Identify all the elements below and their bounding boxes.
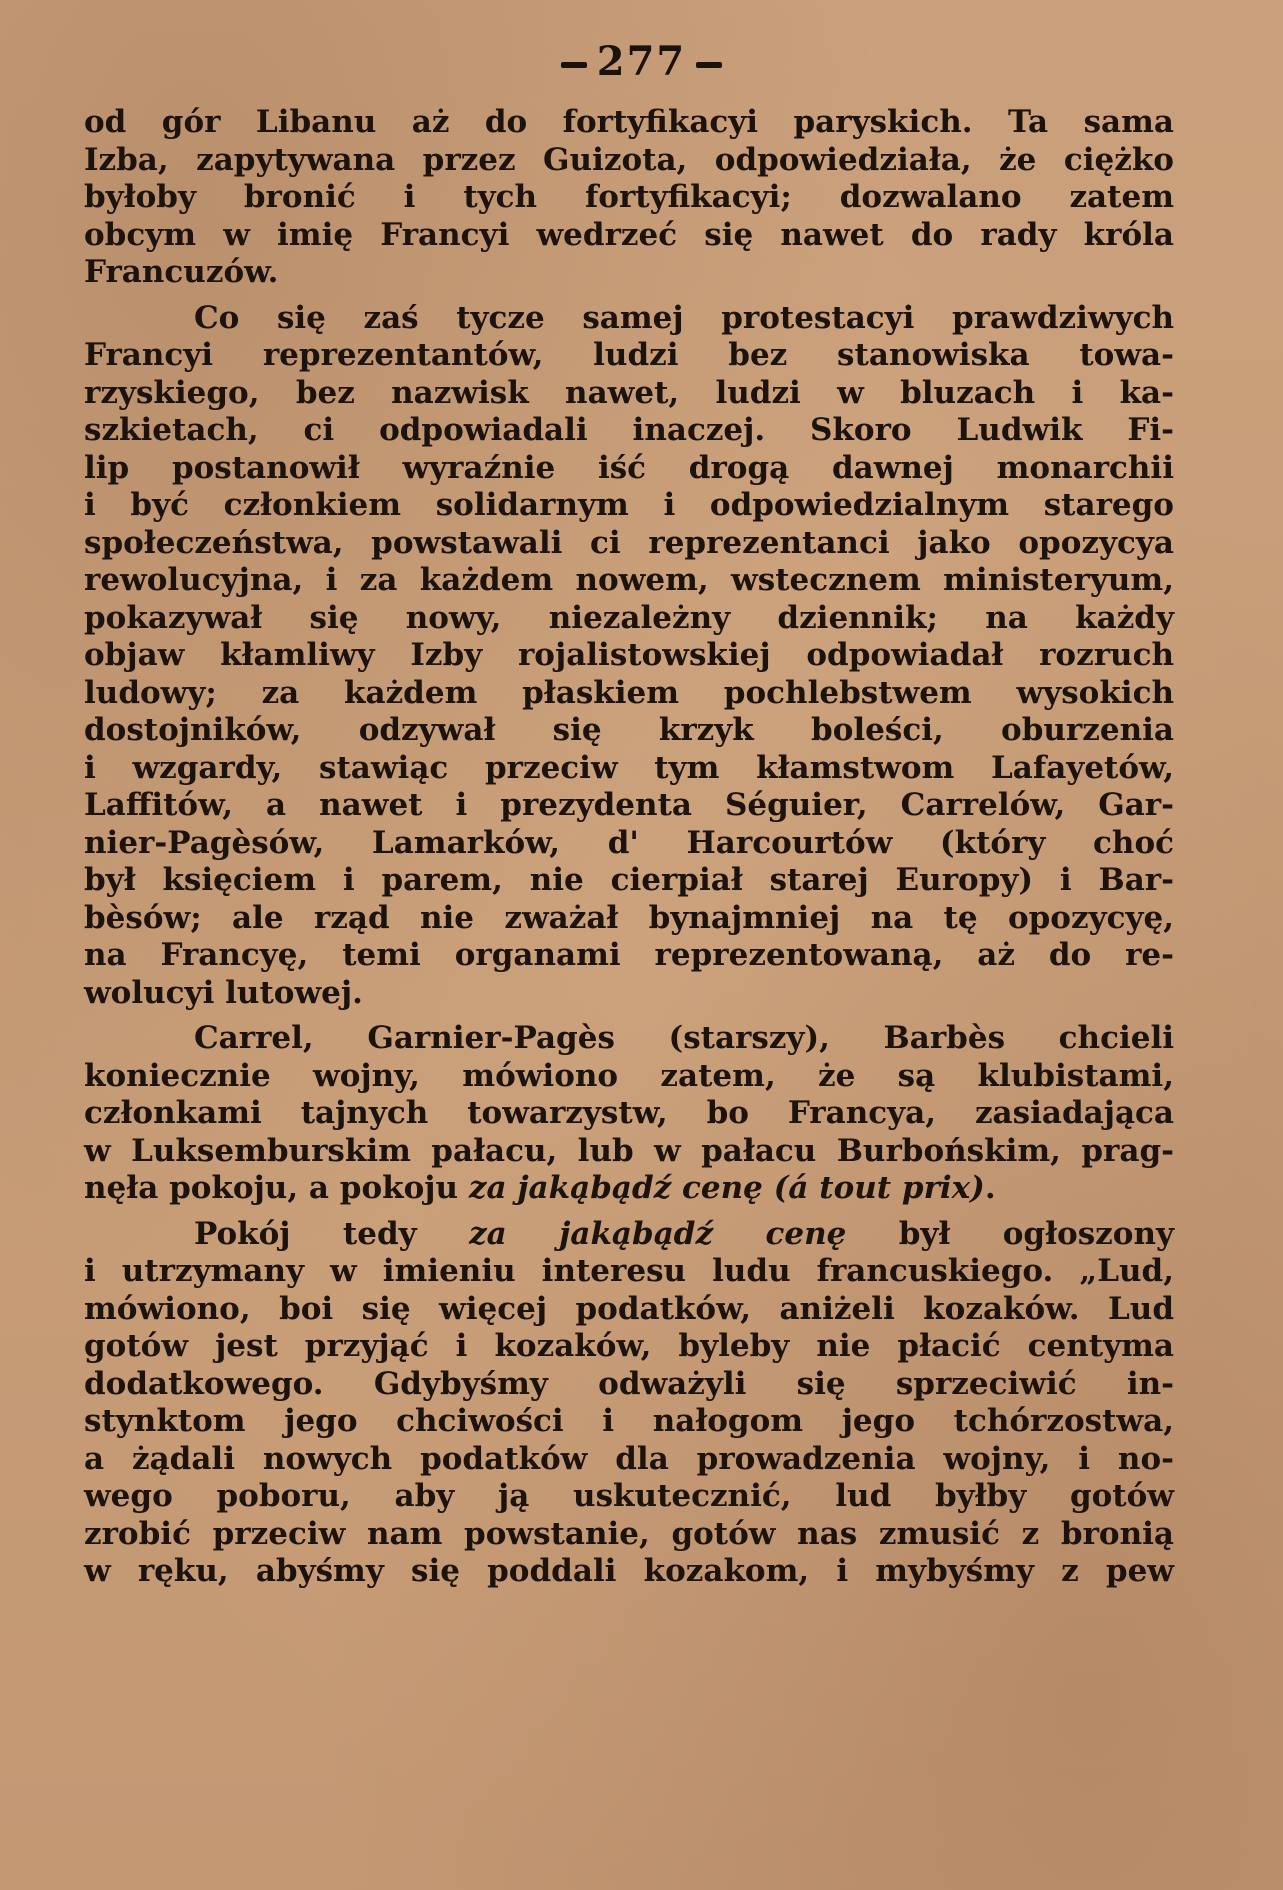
text-run: nęła pokoju, a pokoju	[84, 1170, 469, 1206]
text-line	[84, 1216, 1174, 1254]
text-run: Pokój tedy	[194, 1215, 470, 1252]
text-line: wolucyi lutowej.	[84, 974, 363, 1011]
text-line: rzyskiego, bez nazwisk nawet, ludzi w bluzach i ka-	[84, 374, 1174, 411]
text-line: ludowy; za każdem płaskiem pochlebstwem wysokich	[84, 674, 1174, 711]
text-line: koniecznie wojny, mówiono zatem, że są klubistami,	[84, 1057, 1174, 1094]
text-line: a żądali nowych podatków dla prowadzenia wojny, i no-	[84, 1440, 1174, 1477]
text-line: pokazywał się nowy, niezależny dziennik; na każdy	[84, 599, 1174, 636]
text-line: Izba, zapytywana przez Guizota, odpowiedziała, że ciężko	[84, 141, 1174, 178]
text-line: społeczeństwa, powstawali ci reprezentanci jako opozycya	[84, 524, 1174, 561]
text-run: był ogłoszony	[846, 1215, 1174, 1252]
text-line: gotów jest przyjąć i kozaków, byleby nie płacić centyma	[84, 1328, 1174, 1364]
text-line: wego poboru, aby ją uskutecznić, lud byłby gotów	[84, 1478, 1174, 1514]
text-line: rewolucyjna, i za każdem nowem, wstecznem ministeryum,	[84, 562, 1174, 598]
text-line: członkami tajnych towarzystw, bo Francya, zasiadająca	[84, 1095, 1174, 1131]
text-line: lip postanowił wyraźnie iść drogą dawnej monarchii	[84, 449, 1174, 486]
paragraph-1	[84, 104, 1174, 292]
text-line: i wzgardy, stawiąc przeciw tym kłamstwom Lafayetów,	[84, 749, 1174, 786]
text-line	[84, 1170, 1174, 1208]
text-line: Francyi reprezentantów, ludzi bez stanowiska towa-	[84, 337, 1174, 373]
text-line: zrobić przeciw nam powstanie, gotów nas zmusić z bronią	[84, 1515, 1174, 1552]
text-line: nier-Pagèsów, Lamarków, d' Harcourtów (który choć	[84, 824, 1174, 861]
text-line: w ręku, abyśmy się poddali kozakom, i mybyśmy z pew	[84, 1553, 1174, 1589]
text-line: objaw kłamliwy Izby rojalistowskiej odpowiadał rozruch	[84, 637, 1174, 673]
text-line: stynktom jego chciwości i nałogom jego tchórzostwa,	[84, 1403, 1174, 1439]
text-line: obcym w imię Francyi wedrzeć się nawet do rady króla	[84, 216, 1174, 253]
header-ornament-left	[561, 62, 587, 68]
text-line: dostojników, odzywał się krzyk boleści, oburzenia	[84, 712, 1174, 748]
text-line: szkietach, ci odpowiadali inaczej. Skoro Ludwik Fi-	[84, 412, 1174, 448]
text-line: bèsów; ale rząd nie zważał bynajmniej na tę opozycyę,	[84, 899, 1174, 936]
text-line: w Luksemburskim pałacu, lub w pałacu Burbońskim, prag-	[84, 1132, 1174, 1169]
text-run: .	[984, 1170, 996, 1206]
italic-phrase: za jakąbądź cenę	[469, 1215, 847, 1252]
text-line: dodatkowego. Gdybyśmy odważyli się sprzeciwić in-	[84, 1365, 1174, 1402]
header-ornament-right	[696, 62, 722, 68]
text-line: Carrel, Garnier-Pagès (starszy), Barbès chcieli	[194, 1020, 1174, 1056]
text-line: na Francyę, temi organami reprezentowaną, aż do re-	[84, 937, 1174, 973]
body-text	[84, 104, 1174, 1599]
paragraph-3	[84, 1020, 1174, 1208]
paragraph-2	[84, 300, 1174, 1013]
text-line: i być członkiem solidarnym i odpowiedzialnym starego	[84, 487, 1174, 523]
text-line: i utrzymany w imieniu interesu ludu francuskiego. „Lud,	[84, 1253, 1174, 1289]
text-line: mówiono, boi się więcej podatków, aniżeli kozaków. Lud	[84, 1290, 1174, 1327]
italic-phrase: za jakąbądź cenę (á tout prix)	[468, 1170, 985, 1206]
text-line: Francuzów.	[84, 254, 279, 290]
text-line: Laffitów, a nawet i prezydenta Séguier, Carrelów, Gar-	[84, 787, 1174, 823]
page-header	[0, 38, 1283, 85]
page-number: 277	[596, 38, 687, 85]
paragraph-4	[84, 1216, 1174, 1591]
text-line: był księciem i parem, nie cierpiał starej Europy) i Bar-	[84, 862, 1174, 898]
text-line: byłoby bronić i tych fortyfikacyi; dozwalano zatem	[84, 179, 1174, 215]
text-line: Co się zaś tycze samej protestacyi prawdziwych	[194, 299, 1174, 336]
text-line: od gór Libanu aż do fortyfikacyi paryskich. Ta sama	[84, 104, 1174, 140]
